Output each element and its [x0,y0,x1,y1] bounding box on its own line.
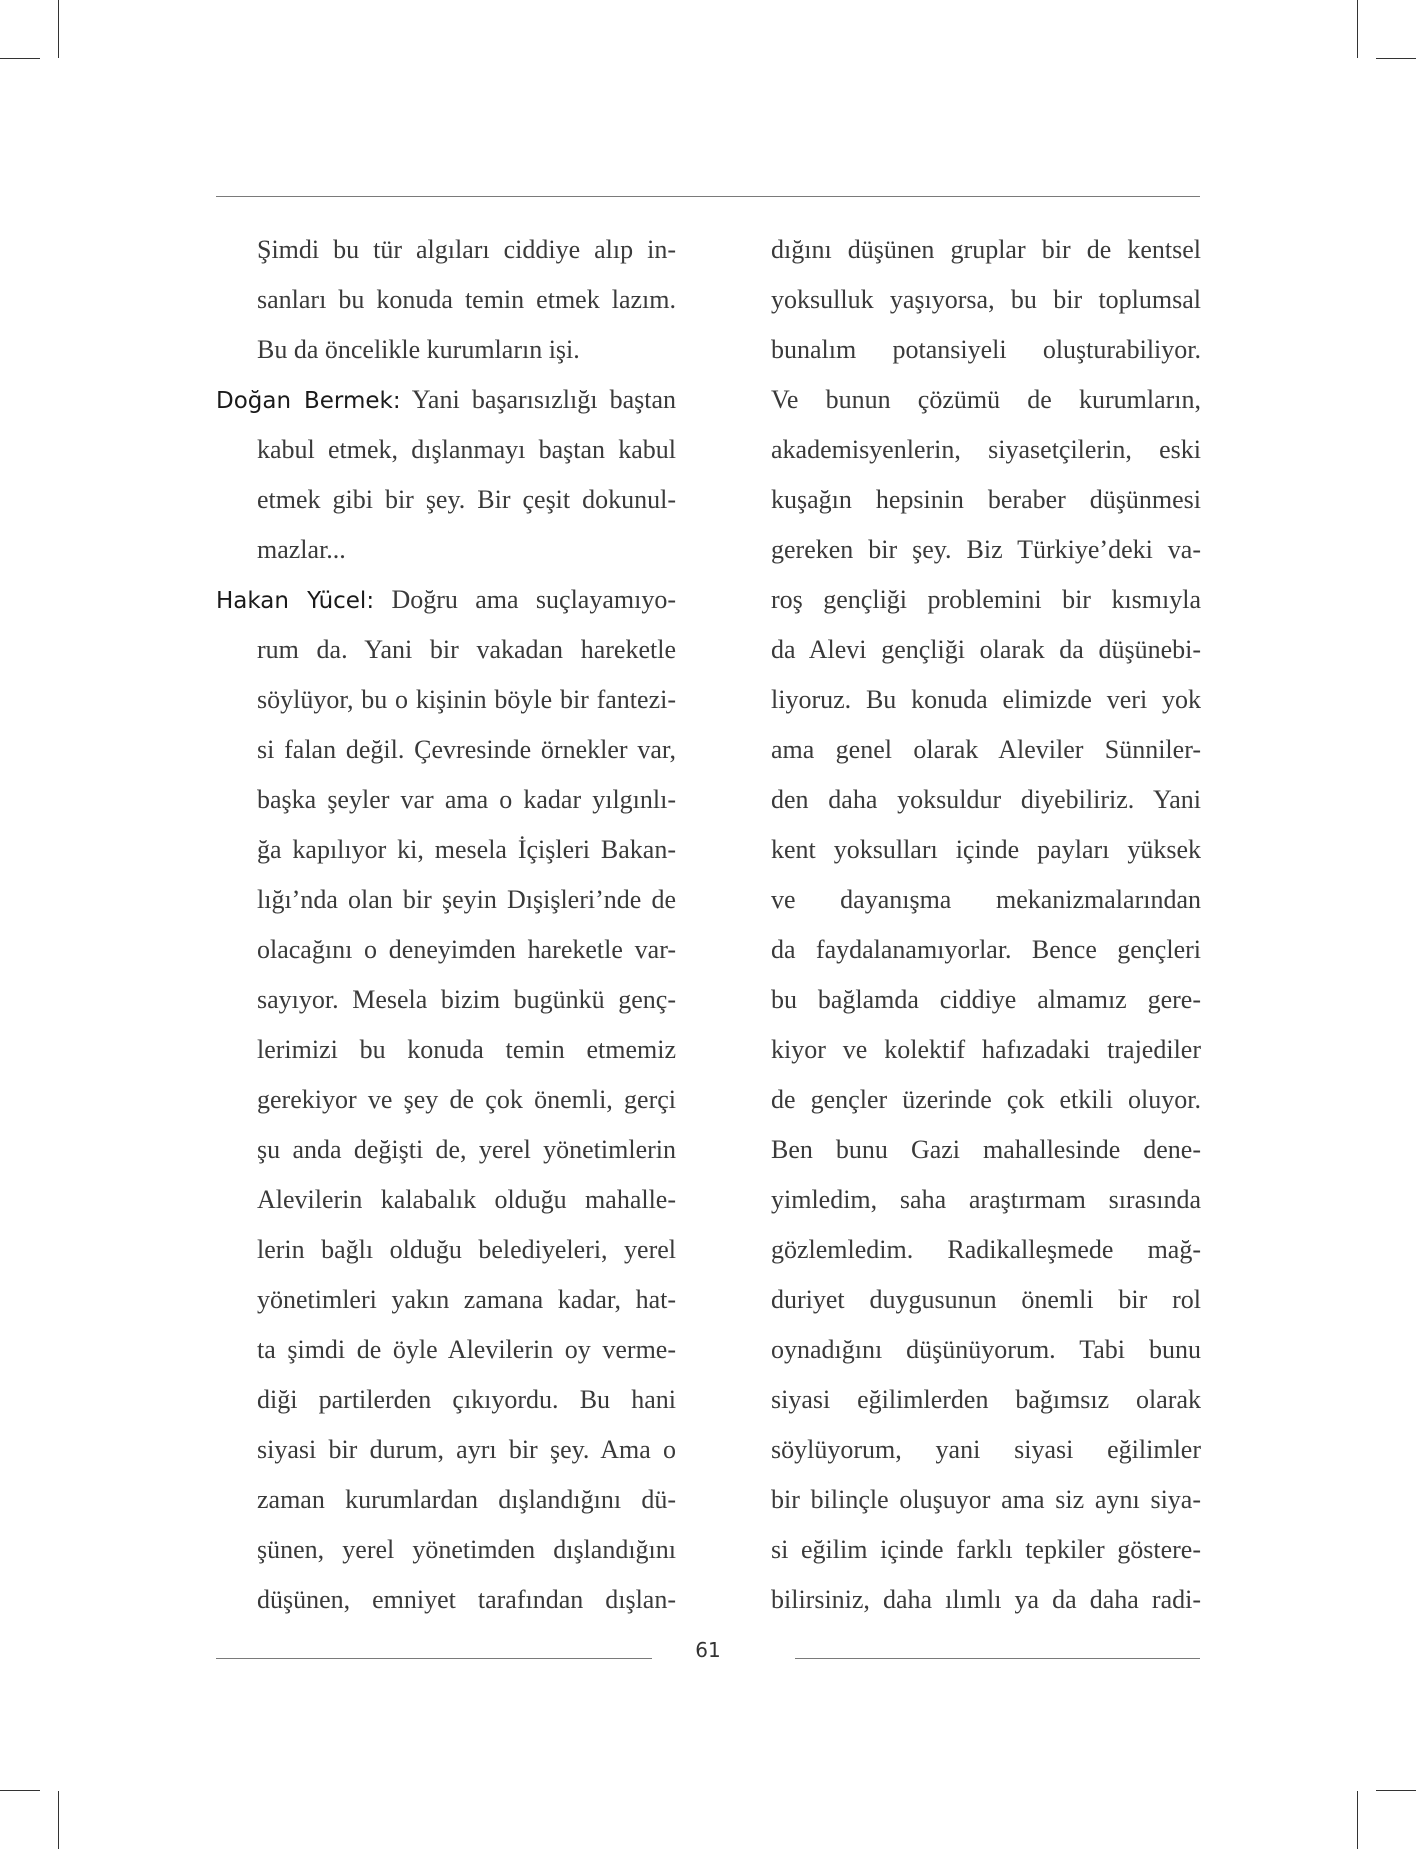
text-line: Alevilerin kalabalık olduğu mahalle- [257,1185,676,1214]
crop-mark-top-right-v [1357,0,1358,58]
text-line: başka şeyler var ama o kadar yılgınlı- [257,785,676,814]
left-text-column [216,225,676,1625]
text-line: bir bilinçle oluşuyor ama siz aynı siya- [771,1485,1201,1514]
text-line: dığını düşünen gruplar bir de kentsel [771,235,1201,264]
text-line: Ve bunun çözümü de kurumların, [771,385,1201,414]
crop-mark-bottom-left-v [58,1791,59,1849]
text-line: kuşağın hepsinin beraber düşünmesi [771,485,1201,514]
text-line: kent yoksulları içinde payları yüksek [771,835,1201,864]
text-line: ğa kapılıyor ki, mesela İçişleri Bakan- [257,835,676,864]
text-line: etmek gibi bir şey. Bir çeşit dokunul- [257,485,676,514]
crop-mark-bottom-right-v [1357,1791,1358,1849]
text-line: gereken bir şey. Biz Türkiye’deki va- [771,535,1201,564]
text-line: roş gençliği problemini bir kısmıyla [771,585,1201,614]
text-line: olacağını o deneyimden hareketle var- [257,935,676,964]
speaker-text: Doğru ama suçlayamıyo- [374,585,676,614]
right-text-column [771,225,1201,1625]
crop-mark-bottom-right-h [1376,1790,1416,1791]
speaker-line [216,575,676,625]
text-line: ve dayanışma mekanizmalarından [771,885,1201,914]
header-rule [216,196,1200,197]
text-line: diği partilerden çıkıyordu. Bu hani [257,1385,676,1414]
text-line: Şimdi bu tür algıları ciddiye alıp in- [257,235,676,264]
text-line: Bu da öncelikle kurumların işi. [257,335,580,364]
text-line: kiyor ve kolektif hafızadaki trajediler [771,1035,1201,1064]
text-line: siyasi bir durum, ayrı bir şey. Ama o [257,1435,676,1464]
text-line: liyoruz. Bu konuda elimizde veri yok [771,685,1201,714]
text-line: düşünen, emniyet tarafından dışlan- [257,1585,676,1614]
text-line: sayıyor. Mesela bizim bugünkü genç- [257,985,676,1014]
text-line: gözlemledim. Radikalleşmede mağ- [771,1235,1201,1264]
crop-mark-bottom-left-h [0,1790,40,1791]
crop-mark-top-right-h [1376,58,1416,59]
text-line: si falan değil. Çevresinde örnekler var, [257,735,676,764]
text-line: yoksulluk yaşıyorsa, bu bir toplumsal [771,285,1201,314]
text-line: lığı’nda olan bir şeyin Dışişleri’nde de [257,885,676,914]
crop-mark-top-left-v [58,0,59,58]
text-line: yimledim, saha araştırmam sırasında [771,1185,1201,1214]
text-line: si eğilim içinde farklı tepkiler göstere- [771,1535,1201,1564]
text-line: bunalım potansiyeli oluşturabiliyor. [771,335,1201,364]
text-line: lerin bağlı olduğu belediyeleri, yerel [257,1235,676,1264]
page-number: 61 [695,1638,721,1662]
text-line: ama genel olarak Aleviler Sünniler- [771,735,1201,764]
text-line: sanları bu konuda temin etmek lazım. [257,285,676,314]
text-line: akademisyenlerin, siyasetçilerin, eski [771,435,1201,464]
text-line: şünen, yerel yönetimden dışlandığını [257,1535,676,1564]
text-line: oynadığını düşünüyorum. Tabi bunu [771,1335,1201,1364]
speaker-line [216,375,676,425]
text-line: Ben bunu Gazi mahallesinde dene- [771,1135,1201,1164]
text-line: mazlar... [257,535,346,564]
text-line: de gençler üzerinde çok etkili oluyor. [771,1085,1201,1114]
text-line: rum da. Yani bir vakadan hareketle [257,635,676,664]
text-line: den daha yoksuldur diyebiliriz. Yani [771,785,1201,814]
text-line: zaman kurumlardan dışlandığını dü- [257,1485,676,1514]
text-line: lerimizi bu konuda temin etmemiz [257,1035,676,1064]
text-line: ta şimdi de öyle Alevilerin oy verme- [257,1335,676,1364]
speaker-text: Yani başarısızlığı baştan [400,385,676,414]
footer-rule-right [795,1658,1200,1659]
text-line: şu anda değişti de, yerel yönetimlerin [257,1135,676,1164]
speaker-name: Hakan Yücel: [216,588,375,614]
text-line: yönetimleri yakın zamana kadar, hat- [257,1285,676,1314]
text-line: siyasi eğilimlerden bağımsız olarak [771,1385,1201,1414]
text-line: da faydalanamıyorlar. Bence gençleri [771,935,1201,964]
text-line: söylüyorum, yani siyasi eğilimler [771,1435,1201,1464]
text-line: kabul etmek, dışlanmayı baştan kabul [257,435,676,464]
text-line: bilirsiniz, daha ılımlı ya da daha radi- [771,1585,1201,1614]
text-line: da Alevi gençliği olarak da düşünebi- [771,635,1201,664]
text-line: söylüyor, bu o kişinin böyle bir fantezi- [257,685,676,714]
text-line: bu bağlamda ciddiye almamız gere- [771,985,1201,1014]
crop-mark-top-left-h [0,58,40,59]
text-line: duriyet duygusunun önemli bir rol [771,1285,1201,1314]
speaker-name: Doğan Bermek: [216,388,401,414]
text-line: gerekiyor ve şey de çok önemli, gerçi [257,1085,676,1114]
